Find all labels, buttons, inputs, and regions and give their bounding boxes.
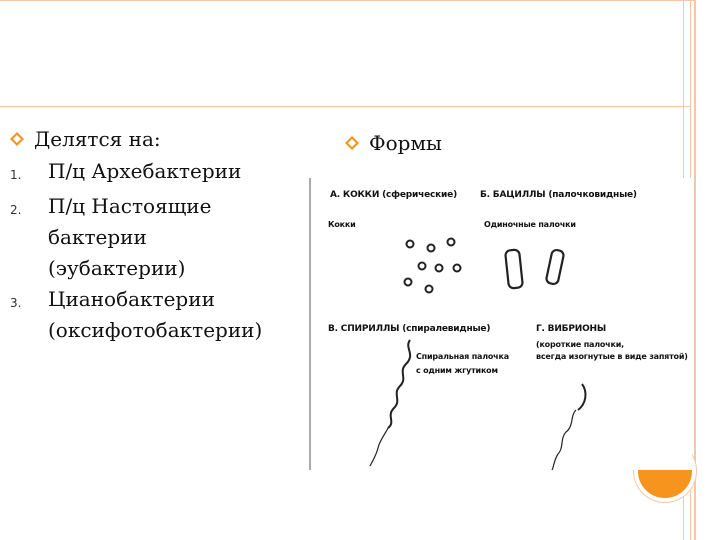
spirilla-title: В. СПИРИЛЛЫ (спиралевидные) (328, 324, 491, 334)
bacilli-label: Одиночные палочки (484, 220, 576, 229)
vibrio-drawing (552, 384, 585, 470)
left-bullet (10, 126, 310, 152)
vibrio-label-2: всегда изогнутые в виде запятой) (536, 352, 688, 361)
title-divider (0, 106, 690, 107)
left-column (10, 126, 310, 346)
numbered-list (10, 156, 310, 346)
list-item (10, 156, 310, 191)
cocci-title: А. КОККИ (сферические) (330, 190, 457, 200)
left-heading: Делятся на: (34, 127, 161, 151)
right-heading: Формы (369, 131, 442, 155)
list-item (10, 191, 310, 284)
list-number: 2. (10, 203, 22, 217)
bacilli-title: Б. БАЦИЛЛЫ (палочковидные) (480, 190, 637, 200)
right-column (345, 130, 645, 156)
list-item-text: П/ц Архебактерии (48, 159, 242, 183)
diamond-bullet-icon (345, 136, 359, 150)
vibrio-title: Г. ВИБРИОНЫ (536, 324, 606, 334)
frame-top-line (0, 0, 696, 1)
cocci-label: Кокки (328, 220, 356, 229)
right-bullet (345, 130, 645, 156)
cocci-drawing (405, 239, 461, 293)
spirilla-drawing (370, 340, 410, 466)
list-item (10, 284, 310, 346)
bacilli-drawing (505, 249, 564, 289)
spirilla-label-2: с одним жгутиком (416, 366, 498, 375)
list-item-text: П/ц Настоящие бактерии (эубактерии) (48, 194, 212, 280)
vibrio-label-1: (короткие палочки, (536, 340, 624, 349)
spirilla-label-1: Спиральная палочка (416, 352, 509, 361)
list-number: 1. (10, 168, 22, 182)
bacteria-forms-figure (308, 178, 692, 470)
diamond-bullet-icon (10, 132, 24, 146)
list-number: 3. (10, 296, 22, 310)
list-item-text: Цианобактерии (оксифотобактерии) (48, 287, 263, 342)
